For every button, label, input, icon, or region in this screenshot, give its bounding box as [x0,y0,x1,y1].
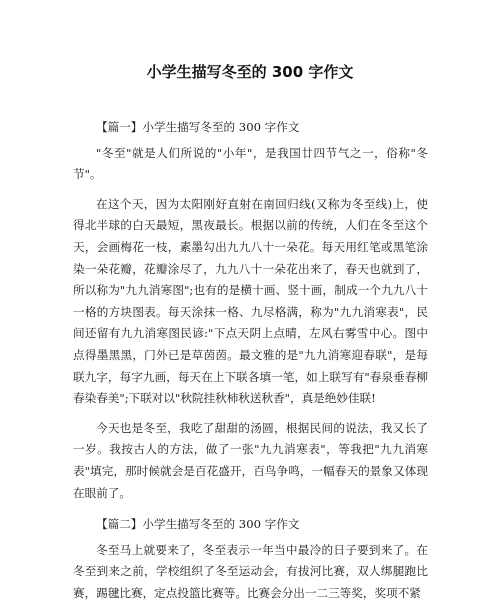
section-heading-1: 【篇一】小学生描写冬至的 300 字作文 [96,120,300,134]
paragraph: 冬至马上就要来了，冬至表示一年当中最冷的日子要到来了。在冬至到来之前，学校组织了冬至运动会，有拔河比赛，双人绑腿跑比赛，踢毽比赛，定点投篮比赛等。比赛会分出一二三等奖，奖项不紧 [73,542,428,600]
document-title: 小学生描写冬至的 300 字作文 [146,63,354,81]
paragraph: 今天也是冬至，我吃了甜甜的汤圆，根据民间的说法，我又长了一岁。我按古人的方法，做了一张"九九消寒表"，等我把"九九消寒表"填完，那时候就会是百花盛开，百鸟争鸣，一幅春天的景象又体现在眼前了。 [73,420,428,500]
document-body [73,117,428,604]
paragraph: "冬至"就是人们所说的"小年"，是我国廿四节气之一，俗称"冬节"。 [73,145,428,182]
paragraph: 在这个天，因为太阳刚好直射在南回归线(又称为冬至线)上，使得北半球的白天最短，黑夜最长。根据以前的传统，人们在冬至这个天，会画梅花一枝，素墨勾出九九八十一朵花。每天用红笔或黑笔涂染一朵花瓣，花瓣涂尽了，九九八十一朵花出来了，春天也就到了，所以称为"九九消寒图";也有的是横十画、竖十画，制成一个九九八十一格的方块图表。每天涂抹一格、九尽格满，称为"九九消寒表"，民间还留有九九消寒图民谚:"下点天阴上点晴，左风右雾雪中心。图中点得墨黑黑，门外已是草茵茵。最文雅的是"九九消寒迎春联"，是每联九字，每字九画，每天在上下联各填一笔，如上联写有"春泉垂春柳春染春美";下联对以"秋院挂秋柿秋送秋香"，真是绝妙佳联! [73,196,428,406]
section-heading-2: 【篇二】小学生描写冬至的 300 字作文 [96,517,300,532]
